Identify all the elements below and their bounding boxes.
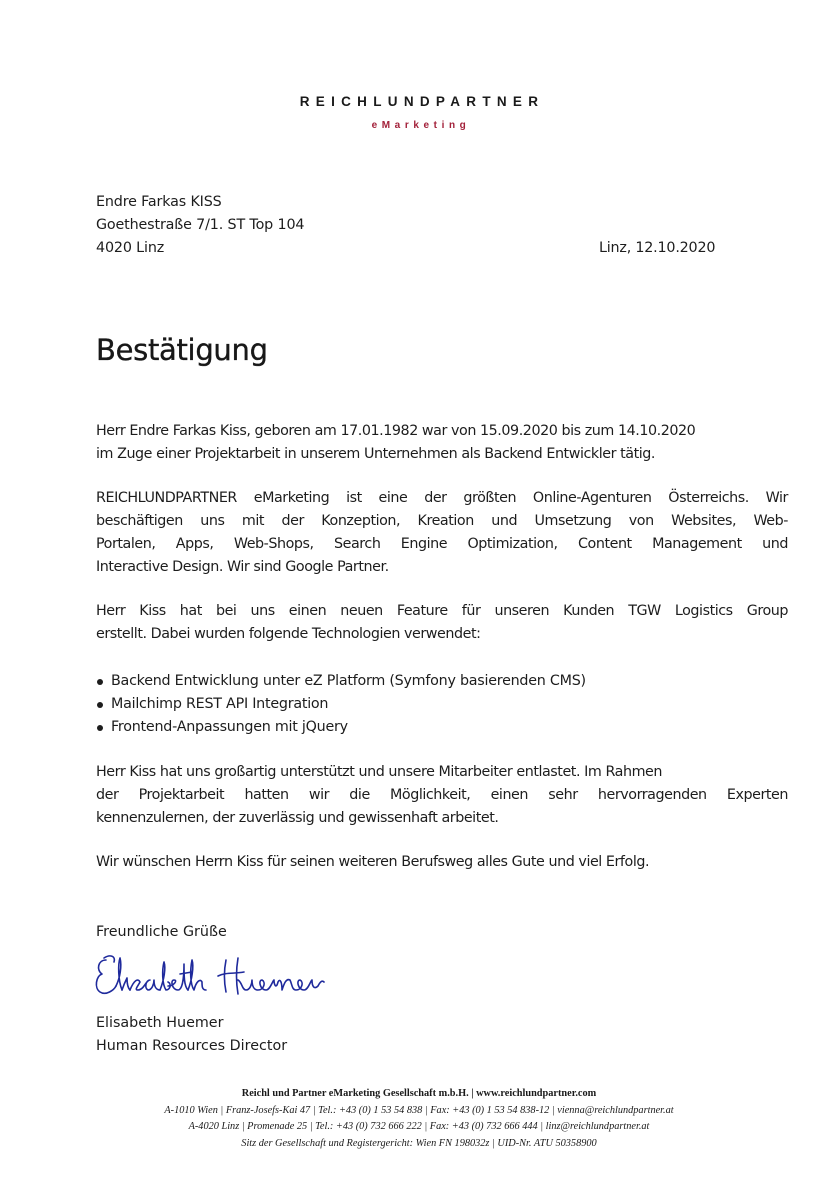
signature-stroke [238, 980, 324, 990]
footer-company: Reichl und Partner eMarketing Gesellschaft m.b.H. | www.reichlundpartner.com [241, 1088, 597, 1099]
signature-stroke [130, 980, 160, 990]
handwritten-signature [94, 950, 334, 1012]
paragraph-project [96, 600, 788, 646]
signature-stroke [122, 978, 130, 990]
text-line: beschäftigen uns mit der Konzeption, Kreation und Umsetzung von Websites, Web- [96, 513, 788, 529]
bullet-icon [97, 702, 103, 708]
signature-stroke [188, 960, 206, 990]
text-line: Herr Kiss hat uns großartig unterstützt und unsere Mitarbeiter entlastet. Im Rahmen [96, 764, 663, 780]
footer-vienna-office: A-1010 Wien | Franz-Josefs-Kai 47 | Tel.: +43 (0) 1 53 54 838 | Fax: +43 (0) 1 53 54 838-12 | vienna@reichlundpartner.at [164, 1104, 674, 1116]
list-item [96, 670, 586, 693]
signature-stroke [225, 960, 227, 992]
document-title: Bestätigung [96, 333, 268, 367]
signature-stroke [116, 958, 122, 990]
closing-salutation: Freundliche Grüße [96, 924, 227, 940]
text-line: REICHLUNDPARTNER eMarketing ist eine der größten Online-Agenturen Österreichs. Wir [96, 490, 788, 506]
list-item-text: Frontend-Anpassungen mit jQuery [111, 719, 348, 735]
text-line: Wir wünschen Herrn Kiss für seinen weiteren Berufsweg alles Gute und viel Erfolg. [96, 854, 650, 870]
recipient-street: Goethestraße 7/1. ST Top 104 [96, 217, 305, 233]
text-line: der Projektarbeit hatten wir die Möglichkeit, einen sehr hervorragenden Experten [96, 787, 788, 803]
signature-stroke [96, 960, 116, 993]
list-item [96, 716, 586, 739]
list-item [96, 693, 586, 716]
signature-stroke [168, 964, 188, 990]
footer-register: Sitz der Gesellschaft und Registergericht: Wien FN 198032z | UID-Nr. ATU 50358900 [241, 1137, 597, 1149]
recipient-city: 4020 Linz [96, 240, 165, 256]
list-item-text: Backend Entwicklung unter eZ Platform (Symfony basierenden CMS) [111, 673, 586, 689]
company-tagline: eMarketing [371, 120, 471, 131]
bullet-icon [97, 679, 103, 685]
recipient-name: Endre Farkas KISS [96, 194, 222, 210]
company-logo: REICHLUNDPARTNER [299, 94, 545, 109]
recipient-address [96, 191, 304, 260]
signature-stroke [237, 958, 239, 994]
text-line: Herr Endre Farkas Kiss, geboren am 17.01.1982 war von 15.09.2020 bis zum 14.10.2020 [96, 423, 696, 439]
bullet-icon [97, 725, 103, 731]
footer-linz-office: A-4020 Linz | Promenade 25 | Tel.: +43 (0) 732 666 222 | Fax: +43 (0) 732 666 444 | linz@reichlundpartner.at [188, 1121, 650, 1132]
text-line: im Zuge einer Projektarbeit in unserem Unternehmen als Backend Entwickler tätig. [96, 446, 655, 462]
signer-name: Elisabeth Huemer [96, 1015, 224, 1031]
letter-footer [0, 1086, 838, 1152]
text-line: Herr Kiss hat bei uns einen neuen Feature für unseren Kunden TGW Logistics Group [96, 603, 788, 619]
signer-role: Human Resources Director [96, 1038, 288, 1054]
place-date: Linz, 12.10.2020 [599, 240, 716, 256]
paragraph-employment [96, 420, 788, 466]
text-line: Portalen, Apps, Web-Shops, Search Engine Optimization, Content Management und [96, 536, 788, 552]
technology-list [96, 670, 586, 739]
list-item-text: Mailchimp REST API Integration [111, 696, 329, 712]
signer-block [96, 1012, 287, 1058]
paragraph-assessment [96, 761, 788, 830]
paragraph-company [96, 487, 788, 579]
text-line: Interactive Design. Wir sind Google Partner. [96, 559, 389, 575]
text-line: kennenzulernen, der zuverlässig und gewissenhaft arbeitet. [96, 810, 499, 826]
signature-stroke [218, 972, 244, 976]
paragraph-wishes [96, 851, 788, 874]
signature-stroke [104, 956, 114, 962]
text-line: erstellt. Dabei wurden folgende Technologien verwendet: [96, 626, 481, 642]
